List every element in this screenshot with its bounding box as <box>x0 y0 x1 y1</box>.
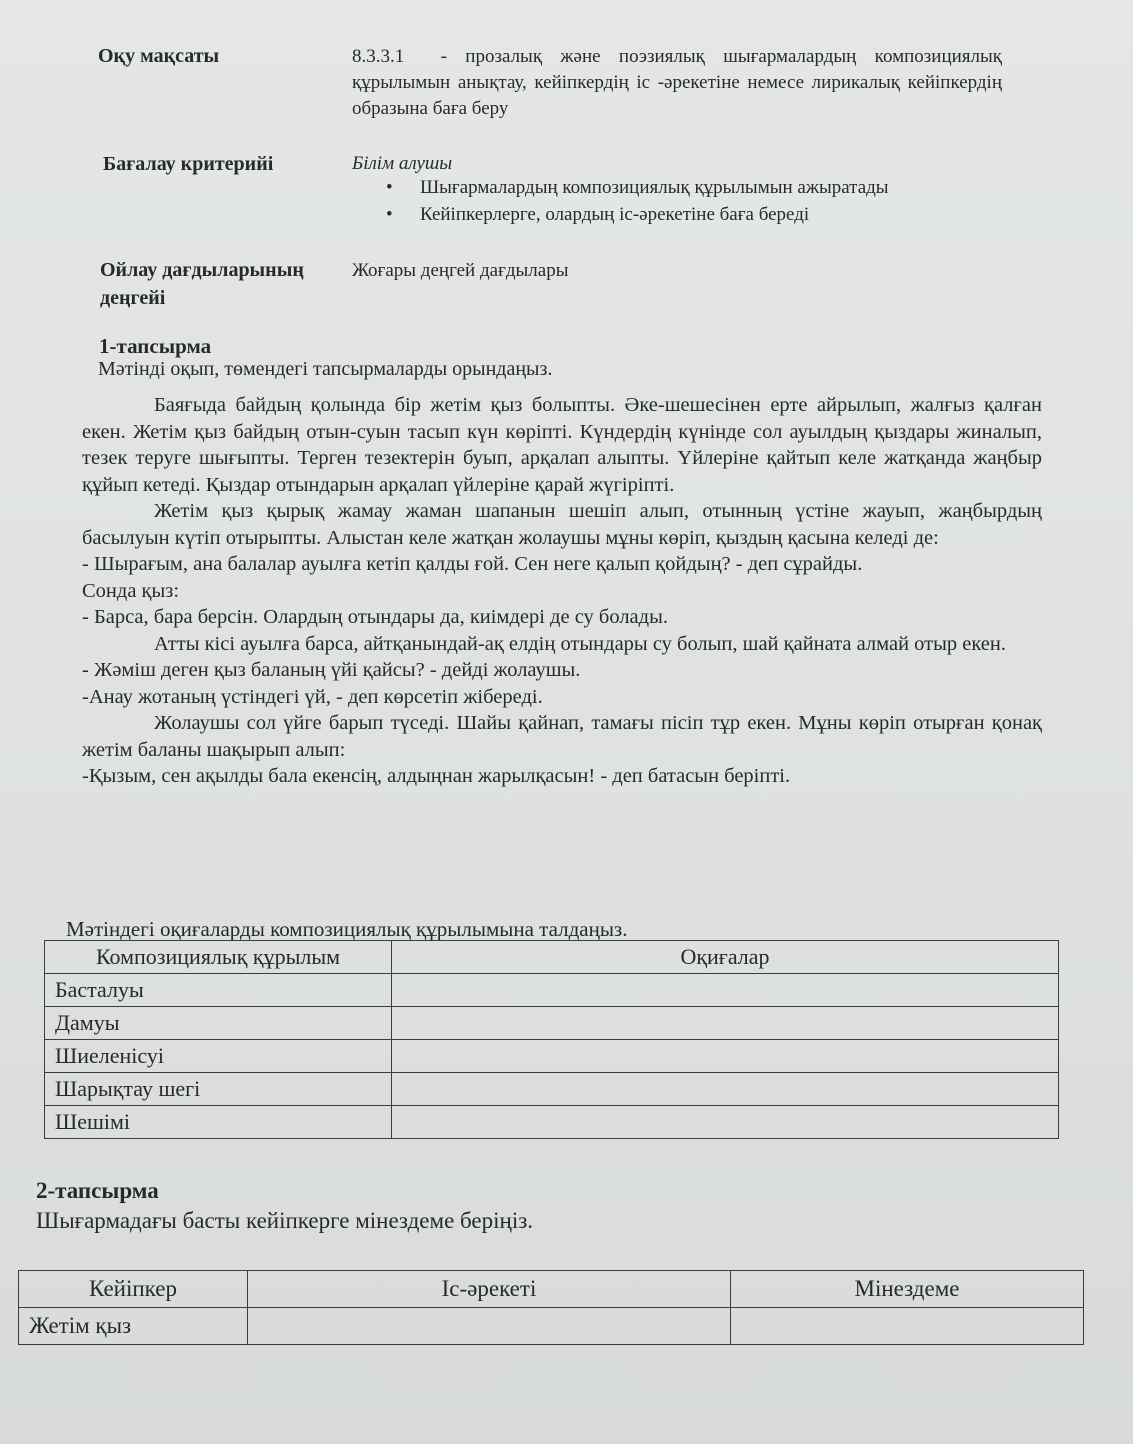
story-dialogue: - Барса, бара берсін. Олардың отындары да, киімдері де су болады. <box>82 606 668 628</box>
row-label: Жетім қыз <box>19 1308 248 1345</box>
task2-instruction: Шығармадағы басты кейіпкерге мінездеме беріңіз. <box>36 1208 534 1233</box>
column-header: Мінездеме <box>731 1271 1084 1308</box>
objective-label: Оқу мақсаты <box>98 45 220 67</box>
story-dialogue: Сонда қыз: <box>82 579 180 602</box>
answer-cell[interactable] <box>392 1040 1059 1073</box>
answer-cell[interactable] <box>248 1308 731 1345</box>
story-dialogue: -Қызым, сен ақылды бала екенсің, алдыңнан жарылқасын! - деп батасын беріпті. <box>82 765 791 787</box>
row-label: Басталуы <box>45 974 392 1007</box>
table-row <box>45 1106 1059 1139</box>
objective-text <box>352 44 1002 122</box>
column-header: Оқиғалар <box>392 941 1059 974</box>
objective-description: - прозалық және поэзиялық шығармалардың композициялық құрылымын анықтау, кейіпкердің іс -әрекетіне немесе лирикалық кейіпкердің образына баға беру <box>352 46 1002 119</box>
criteria-intro: Білім алушы <box>352 153 453 174</box>
criteria-label: Бағалау критерийі <box>103 153 274 175</box>
story-paragraph: Жетім қыз қырық жамау жаман шапанын шешіп алып, отынның үстіне жауып, жаңбырдың басылуын күтіп отырыпты. Алыстан келе жатқан жолаушы мұны көріп, қыздың қасына келеді де: <box>82 500 1042 549</box>
task1-instruction: Мәтінді оқып, төмендегі тапсырмаларды орындаңыз. <box>98 358 553 380</box>
story-dialogue: -Анау жотаның үстіндегі үй, - деп көрсетіп жібереді. <box>82 685 543 708</box>
story-paragraph: Баяғыда байдың қолында бір жетім қыз болыпты. Әке-шешесінен ерте айрылып, жалғыз қалған екен. Жетім қыз байдың отын-суын тасып күн көріпті. Күндердің күнінде сол ауылдың қыздары жиналып, тезек теруге шығыпты. Терген тезектерін буып, арқалап алыпты. Үйлеріне қайтып келе жатқанда жаңбыр құйып кетеді. Қыздар отындарын арқалап үйлеріне қарай жүгіріпті. <box>82 394 1042 496</box>
answer-cell[interactable] <box>392 1073 1059 1106</box>
criteria-item: • Кейіпкерлерге, олардың іс-әрекетіне баға береді <box>386 201 889 228</box>
answer-cell[interactable] <box>392 1007 1059 1040</box>
story-paragraph: Атты кісі ауылға барса, айтқанындай-ақ елдің отындары су болып, шай қайната алмай отыр екен. <box>154 632 1007 655</box>
row-label: Шарықтау шегі <box>45 1073 392 1106</box>
column-header: Кейіпкер <box>19 1271 248 1308</box>
row-label: Шешімі <box>45 1106 392 1139</box>
table-row <box>45 1073 1059 1106</box>
table-row <box>45 1007 1059 1040</box>
story-paragraph: Жолаушы сол үйге барып түседі. Шайы қайнап, тамағы пісіп тұр екен. Мұны көріп отырған қонақ жетім баланы шақырып алып: <box>82 712 1042 761</box>
thinking-label: Ойлау дағдыларының деңгейі <box>100 259 304 309</box>
answer-cell[interactable] <box>392 1106 1059 1139</box>
table-header-row <box>45 941 1059 974</box>
composition-table <box>44 940 1059 1139</box>
story-text <box>82 392 1042 790</box>
objective-code: 8.3.3.1 <box>352 46 405 67</box>
criteria-list <box>386 174 889 228</box>
table-row <box>45 974 1059 1007</box>
table-row <box>19 1308 1084 1345</box>
criteria-item: • Шығармалардың композициялық құрылымын ажыратады <box>386 174 889 201</box>
table-header-row <box>19 1271 1084 1308</box>
answer-cell[interactable] <box>392 974 1059 1007</box>
table-row <box>45 1040 1059 1073</box>
thinking-value: Жоғары деңгей дағдылары <box>352 260 569 281</box>
task2-title: 2-тапсырма <box>36 1178 159 1203</box>
task1-title: 1-тапсырма <box>99 334 212 358</box>
table1-caption: Мәтіндегі оқиғаларды композициялық құрылымына талдаңыз. <box>66 917 628 941</box>
character-table <box>18 1270 1084 1345</box>
story-dialogue: - Шырағым, ана балалар ауылға кетіп қалды ғой. Сен неге қалып қойдың? - деп сұрайды. <box>82 553 863 575</box>
answer-cell[interactable] <box>731 1308 1084 1345</box>
row-label: Дамуы <box>45 1007 392 1040</box>
column-header: Іс-әрекеті <box>248 1271 731 1308</box>
row-label: Шиеленісуі <box>45 1040 392 1073</box>
column-header: Композициялық құрылым <box>45 941 392 974</box>
story-dialogue: - Жәміш деген қыз баланың үйі қайсы? - дейді жолаушы. <box>82 659 581 681</box>
